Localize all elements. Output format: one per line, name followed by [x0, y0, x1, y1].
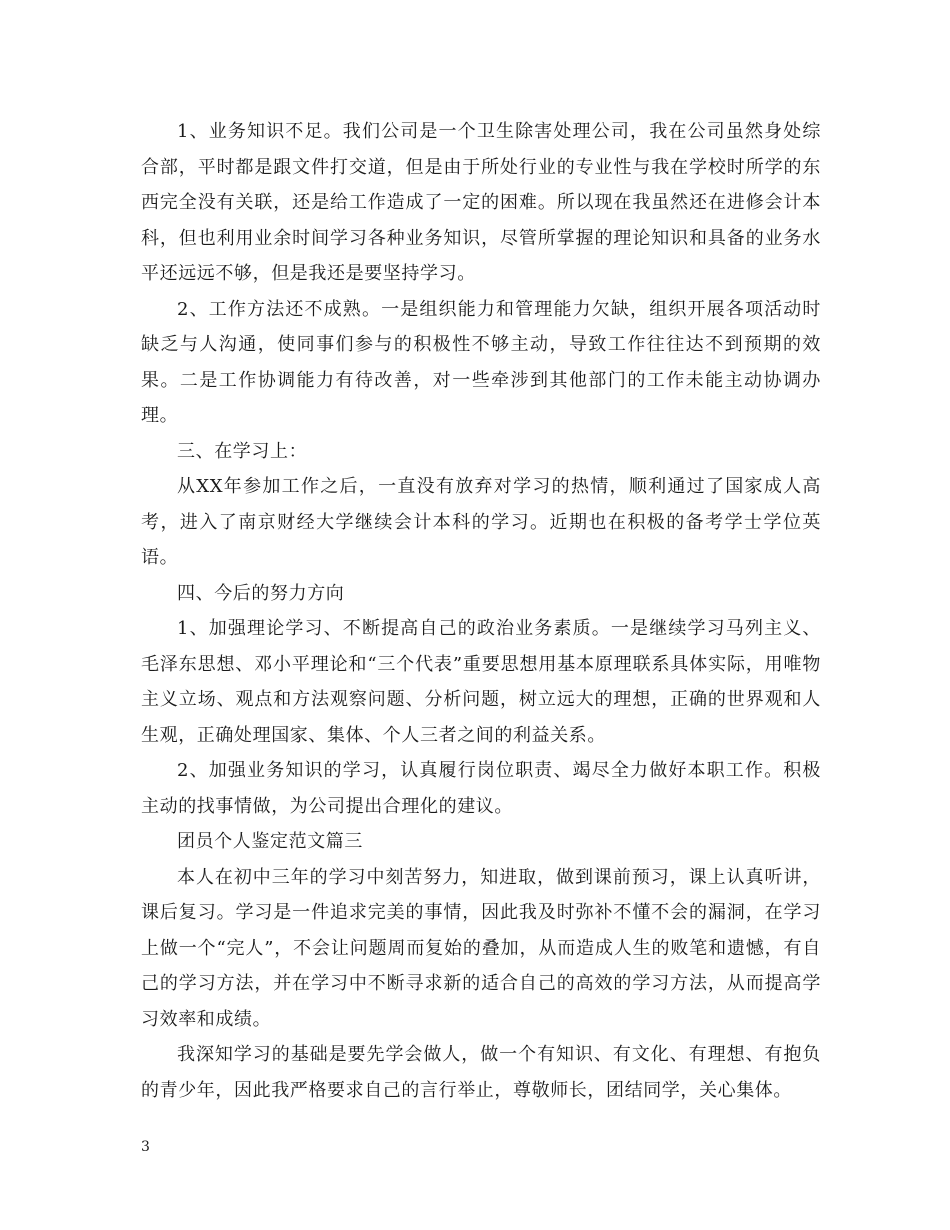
paragraph-study: 从XX年参加工作之后，一直没有放弃对学习的热情，顺利通过了国家成人高考，进入了南京财经大学继续会计本科的学习。近期也在积极的备考学士学位英语。 — [141, 476, 821, 568]
heading-sample-three: 团员个人鉴定范文篇三 — [177, 831, 363, 852]
document-body — [141, 114, 821, 1108]
paragraph-business-knowledge: 1、业务知识不足。我们公司是一个卫生除害处理公司，我在公司虽然身处综合部，平时都是跟文件打交道，但是由于所处行业的专业性与我在学校时所学的东西完全没有关联，还是给工作造成了一定的困难。所以现在我虽然还在进修会计本科，但也利用业余时间学习各种业务知识，尽管所掌握的理论知识和具备的业务水平还远远不够，但是我还是要坚持学习。 — [141, 121, 821, 284]
paragraph-business-study: 2、加强业务知识的学习，认真履行岗位职责、竭尽全力做好本职工作。积极主动的找事情做，为公司提出合理化的建议。 — [141, 760, 821, 817]
heading-study: 三、在学习上： — [177, 440, 308, 462]
paragraph-be-a-person: 我深知学习的基础是要先学会做人，做一个有知识、有文化、有理想、有抱负的青少年，因此我严格要求自己的言行举止，尊敬师长，团结同学，关心集体。 — [141, 1044, 821, 1101]
paragraph-work-methods: 2、工作方法还不成熟。一是组织能力和管理能力欠缺，组织开展各项活动时缺乏与人沟通，使同事们参与的积极性不够主动，导致工作往往达不到预期的效果。二是工作协调能力有待改善，对一些牵涉到其他部门的工作未能主动协调办理。 — [141, 298, 821, 426]
paragraph-theory-study: 1、加强理论学习、不断提高自己的政治业务素质。一是继续学习马列主义、毛泽东思想、邓小平理论和“三个代表”重要思想用基本原理联系具体实际，用唯物主义立场、观点和方法观察问题、分析问题，树立远大的理想，正确的世界观和人生观，正确处理国家、集体、个人三者之间的利益关系。 — [141, 618, 821, 746]
page-number: 3 — [141, 1139, 150, 1155]
heading-future-direction: 四、今后的努力方向 — [177, 582, 345, 604]
paragraph-junior-high-study: 本人在初中三年的学习中刻苦努力，知进取，做到课前预习，课上认真听讲，课后复习。学习是一件追求完美的事情，因此我及时弥补不懂不会的漏洞，在学习上做一个“完人”，不会让问题周而复始的叠加，从而造成人生的败笔和遗憾，有自己的学习方法，并在学习中不断寻求新的适合自己的高效的学习方法，从而提高学习效率和成绩。 — [141, 866, 821, 1030]
